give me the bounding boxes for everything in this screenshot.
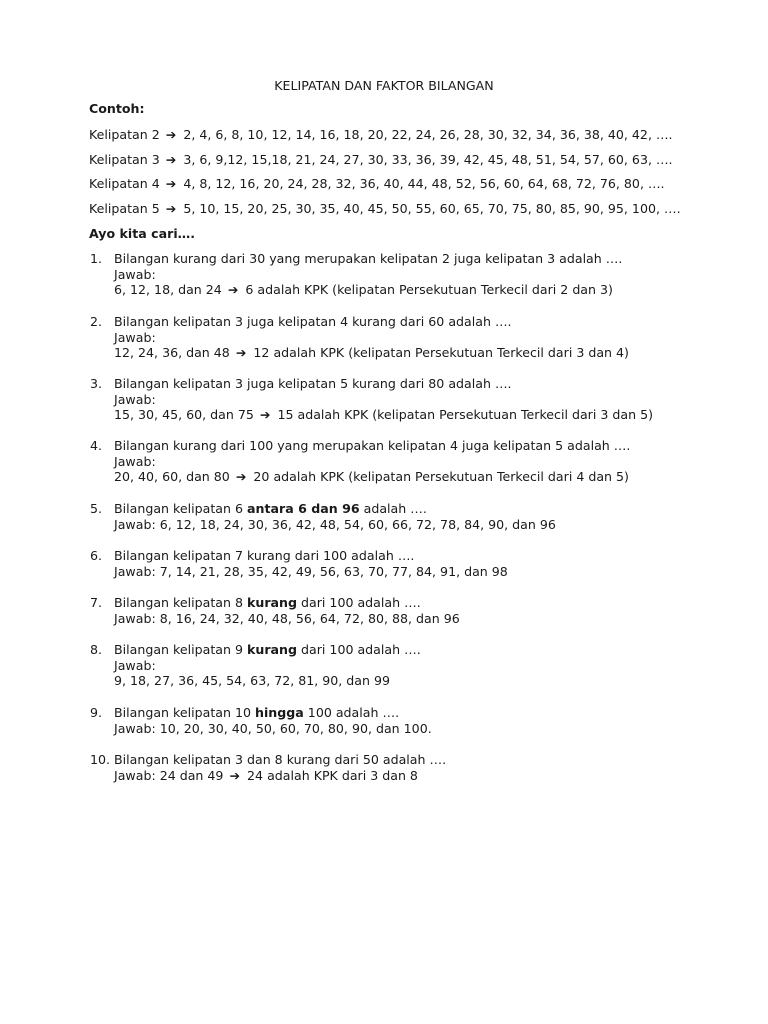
sequence-values: 3, 6, 9,12, 15,18, 21, 24, 27, 30, 33, 36, 39, 42, 45, 48, 51, 54, 57, 60, 63, ….	[183, 152, 673, 167]
answer-values: 6, 12, 18, dan 24	[114, 282, 222, 298]
question-number: 8.	[90, 642, 103, 657]
page-title: KELIPATAN DAN FAKTOR BILANGAN	[274, 78, 494, 93]
answer-line	[114, 345, 629, 361]
sequence-label: Kelipatan 2	[89, 127, 160, 142]
arrow-icon: ➔	[165, 176, 177, 191]
jawab-line	[114, 768, 446, 784]
sequence-label: Kelipatan 4	[89, 176, 160, 191]
jawab-label: Jawab:	[114, 453, 156, 469]
arrow-icon: ➔	[227, 282, 239, 298]
arrow-icon: ➔	[229, 767, 241, 783]
jawab-label: Jawab:	[114, 266, 156, 282]
sequence-line	[89, 201, 681, 217]
arrow-icon: ➔	[165, 201, 177, 216]
arrow-icon: ➔	[165, 127, 177, 142]
sequence-values: 5, 10, 15, 20, 25, 30, 35, 40, 45, 50, 55, 60, 65, 70, 75, 80, 85, 90, 95, 100, ….	[183, 201, 681, 216]
jawab-label: Jawab:	[114, 391, 156, 407]
question-text	[114, 595, 460, 611]
answer-kpk: 12 adalah KPK (kelipatan Persekutuan Terkecil dari 3 dan 4)	[253, 345, 629, 361]
question-text-part: adalah ….	[359, 501, 427, 516]
sequence-line	[89, 152, 673, 168]
question-text-part: dari 100 adalah ….	[297, 595, 421, 610]
question-number: 3.	[90, 376, 103, 391]
answer-kpk: 24 adalah KPK dari 3 dan 8	[247, 767, 418, 783]
question-emphasis: kurang	[247, 642, 298, 657]
jawab-line: Jawab: 8, 16, 24, 32, 40, 48, 56, 64, 72, 80, 88, dan 96	[114, 610, 460, 626]
answer-kpk: 15 adalah KPK (kelipatan Persekutuan Terkecil dari 3 dan 5)	[277, 407, 653, 423]
question-emphasis: antara 6 dan 96	[247, 501, 360, 516]
jawab-line: Jawab: 7, 14, 21, 28, 35, 42, 49, 56, 63, 70, 77, 84, 91, dan 98	[114, 563, 508, 579]
question-number: 1.	[90, 251, 103, 266]
question-text: Bilangan kelipatan 7 kurang dari 100 adalah ….	[114, 548, 415, 563]
arrow-icon: ➔	[235, 469, 247, 485]
answer-values: 15, 30, 45, 60, dan 75	[114, 407, 254, 423]
answer-line	[114, 282, 622, 298]
answer-line	[114, 469, 630, 485]
question-text-part: Bilangan kelipatan 8	[114, 595, 247, 610]
question-emphasis: hingga	[255, 705, 304, 720]
answer-values: 9, 18, 27, 36, 45, 54, 63, 72, 81, 90, dan 99	[114, 673, 391, 689]
question-text	[114, 501, 556, 517]
question-text: Bilangan kelipatan 3 dan 8 kurang dari 50 adalah ….	[114, 752, 447, 767]
arrow-icon: ➔	[235, 345, 247, 361]
jawab-label: Jawab:	[114, 657, 156, 673]
contoh-heading: Contoh:	[89, 101, 145, 116]
question-text-part: 100 adalah ….	[303, 705, 400, 720]
question-text: Bilangan kelipatan 3 juga kelipatan 4 kurang dari 60 adalah ….	[114, 314, 512, 329]
sequence-line	[89, 176, 665, 192]
question-text-part: Bilangan kelipatan 10	[114, 705, 256, 720]
sequence-values: 2, 4, 6, 8, 10, 12, 14, 16, 18, 20, 22, 24, 26, 28, 30, 32, 34, 36, 38, 40, 42, ….	[183, 127, 673, 142]
sequence-line	[89, 127, 673, 143]
question-text	[114, 705, 432, 721]
question-number: 4.	[90, 438, 103, 453]
answer-values: 12, 24, 36, dan 48	[114, 345, 230, 361]
jawab-line: Jawab: 10, 20, 30, 40, 50, 60, 70, 80, 90, dan 100.	[114, 720, 432, 736]
sequence-values: 4, 8, 12, 16, 20, 24, 28, 32, 36, 40, 44, 48, 52, 56, 60, 64, 68, 72, 76, 80, ….	[183, 176, 665, 191]
arrow-icon: ➔	[259, 407, 271, 423]
ayo-heading: Ayo kita cari….	[89, 226, 196, 241]
question-number: 9.	[90, 705, 103, 720]
question-text-part: dari 100 adalah ….	[297, 642, 421, 657]
arrow-icon: ➔	[165, 152, 177, 167]
answer-values: 20, 40, 60, dan 80	[114, 469, 230, 485]
question-text: Bilangan kurang dari 100 yang merupakan kelipatan 4 juga kelipatan 5 adalah ….	[114, 438, 631, 453]
question-text: Bilangan kurang dari 30 yang merupakan kelipatan 2 juga kelipatan 3 adalah ….	[114, 251, 623, 266]
answer-values: Jawab: 24 dan 49	[114, 767, 224, 783]
jawab-line: Jawab: 6, 12, 18, 24, 30, 36, 42, 48, 54, 60, 66, 72, 78, 84, 90, dan 96	[114, 516, 556, 532]
answer-kpk: 20 adalah KPK (kelipatan Persekutuan Terkecil dari 4 dan 5)	[253, 469, 629, 485]
answer-kpk: 6 adalah KPK (kelipatan Persekutuan Terkecil dari 2 dan 3)	[245, 282, 613, 298]
question-number: 10.	[90, 752, 111, 767]
question-text	[114, 642, 421, 658]
question-number: 7.	[90, 595, 103, 610]
question-text-part: Bilangan kelipatan 9	[114, 642, 247, 657]
question-number: 2.	[90, 314, 103, 329]
sequence-label: Kelipatan 5	[89, 201, 160, 216]
jawab-label: Jawab:	[114, 329, 156, 345]
question-number: 6.	[90, 548, 103, 563]
question-text-part: Bilangan kelipatan 6	[114, 501, 247, 516]
sequence-label: Kelipatan 3	[89, 152, 160, 167]
question-emphasis: kurang	[247, 595, 298, 610]
question-number: 5.	[90, 501, 103, 516]
question-text: Bilangan kelipatan 3 juga kelipatan 5 kurang dari 80 adalah ….	[114, 376, 512, 391]
answer-line	[114, 407, 653, 423]
